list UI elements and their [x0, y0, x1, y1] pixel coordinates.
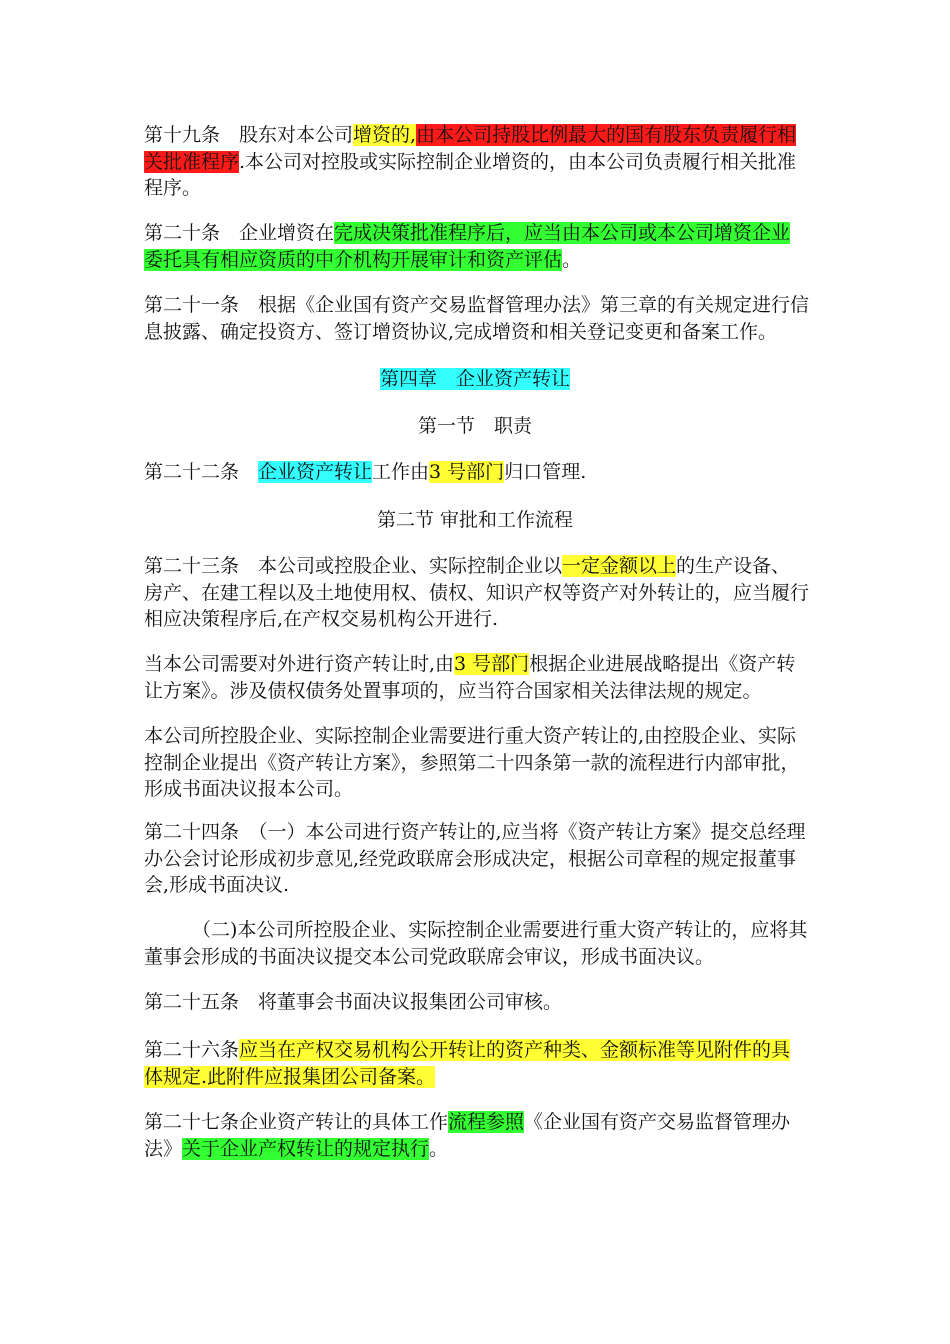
article-24-para-2: [144, 917, 809, 970]
highlight-yellow: 应当在产权交易机构公开转让的资产种类、金额标准等见附件的具体规定.此附件应报集团公司备案。: [144, 1039, 791, 1088]
highlight-green: 关于企业产权转让的规定执行: [182, 1137, 430, 1160]
highlight-cyan: 企业资产转让: [258, 461, 373, 483]
article-23-para-2: [144, 651, 809, 704]
highlight-yellow: 3 号部门: [429, 461, 505, 483]
article-21-text: 第二十一条 根据《企业国有资产交易监督管理办法》第三章的有关规定进行信息披露、确定投资方、签订增资协议,完成增资和相关登记变更和备案工作。: [144, 294, 810, 343]
article-23c-text: 本公司所控股企业、实际控制企业需要进行重大资产转让的,由控股企业、实际控制企业提出《资产转让方案》，参照第二十四条第一款的流程进行内部审批，形成书面决议报本公司。: [144, 725, 800, 800]
section-1-heading: 第一节 职责: [417, 415, 532, 437]
article-27: [144, 1109, 809, 1162]
article-27-text-mid: 《企业国有资产交易监督管理办法》: [144, 1111, 791, 1160]
highlight-red: 由本公司持股比例最大的国有股东负责履行相关批准程序: [144, 124, 797, 173]
article-23b-text: 当本公司需要对外进行资产转让时,由: [144, 653, 455, 675]
article-26: [144, 1037, 809, 1090]
highlight-yellow: 一定金额以上: [562, 555, 677, 577]
article-22-text: 第二十二条: [144, 461, 259, 483]
article-21: [144, 292, 809, 345]
article-23-text: 第二十三条 本公司或控股企业、实际控制企业以: [144, 555, 563, 577]
article-20: [144, 220, 809, 273]
article-27-text: 第二十七条企业资产转让的具体工作: [144, 1111, 449, 1133]
article-27-text-end: 。: [429, 1137, 449, 1160]
article-22-text-end: 归口管理.: [504, 461, 587, 483]
article-25: [144, 989, 809, 1016]
section-2-heading: 第二节 审批和工作流程: [376, 509, 574, 531]
article-26-text: 第二十六条: [144, 1039, 240, 1061]
chapter-heading: [0, 366, 950, 393]
highlight-yellow: 3 号部门: [454, 653, 530, 675]
article-20-text: 第二十条 企业增资在: [144, 222, 335, 244]
article-20-text-end: 。: [562, 248, 582, 271]
article-19: [144, 122, 809, 202]
article-23-para-1: [144, 553, 809, 633]
article-22-text-mid: 工作由: [372, 461, 430, 483]
article-24-para-1: [144, 819, 809, 899]
highlight-green: 流程参照: [448, 1111, 525, 1133]
article-23-para-3: [144, 723, 809, 803]
article-25-text: 第二十五条 将董事会书面决议报集团公司审核。: [144, 991, 563, 1013]
article-24b-text: （二)本公司所控股企业、实际控制企业需要进行重大资产转让的，应将其董事会形成的书面决议提交本公司党政联席会审议，形成书面决议。: [144, 919, 808, 968]
highlight-yellow: 增资的,: [353, 124, 417, 146]
chapter-4-title: 第四章 企业资产转让: [379, 368, 570, 390]
article-24-text: 第二十四条 （一）本公司进行资产转让的,应当将《资产转让方案》提交总经理办公会讨论形成初步意见,经党政联席会形成决定，根据公司章程的规定报董事会,形成书面决议.: [144, 821, 806, 896]
article-23b-text-end: 根据企业进展战略提出《资产转让方案》。涉及债权债务处置事项的，应当符合国家相关法律法规的规定。: [144, 653, 796, 702]
article-22: [144, 459, 809, 486]
article-19-text-end: .本公司对控股或实际控制企业增资的，由本公司负责履行相关批准程序。: [144, 150, 797, 199]
article-19-text: 第十九条 股东对本公司: [144, 124, 354, 146]
highlight-green: 完成决策批准程序后，应当由本公司或本公司增资企业委托具有相应资质的中介机构开展审计和资产评估: [144, 222, 791, 271]
article-23-text-end: 的生产设备、房产、在建工程以及土地使用权、债权、知识产权等资产对外转让的，应当履行相应决策程序后,在产权交易机构公开进行.: [144, 555, 810, 630]
